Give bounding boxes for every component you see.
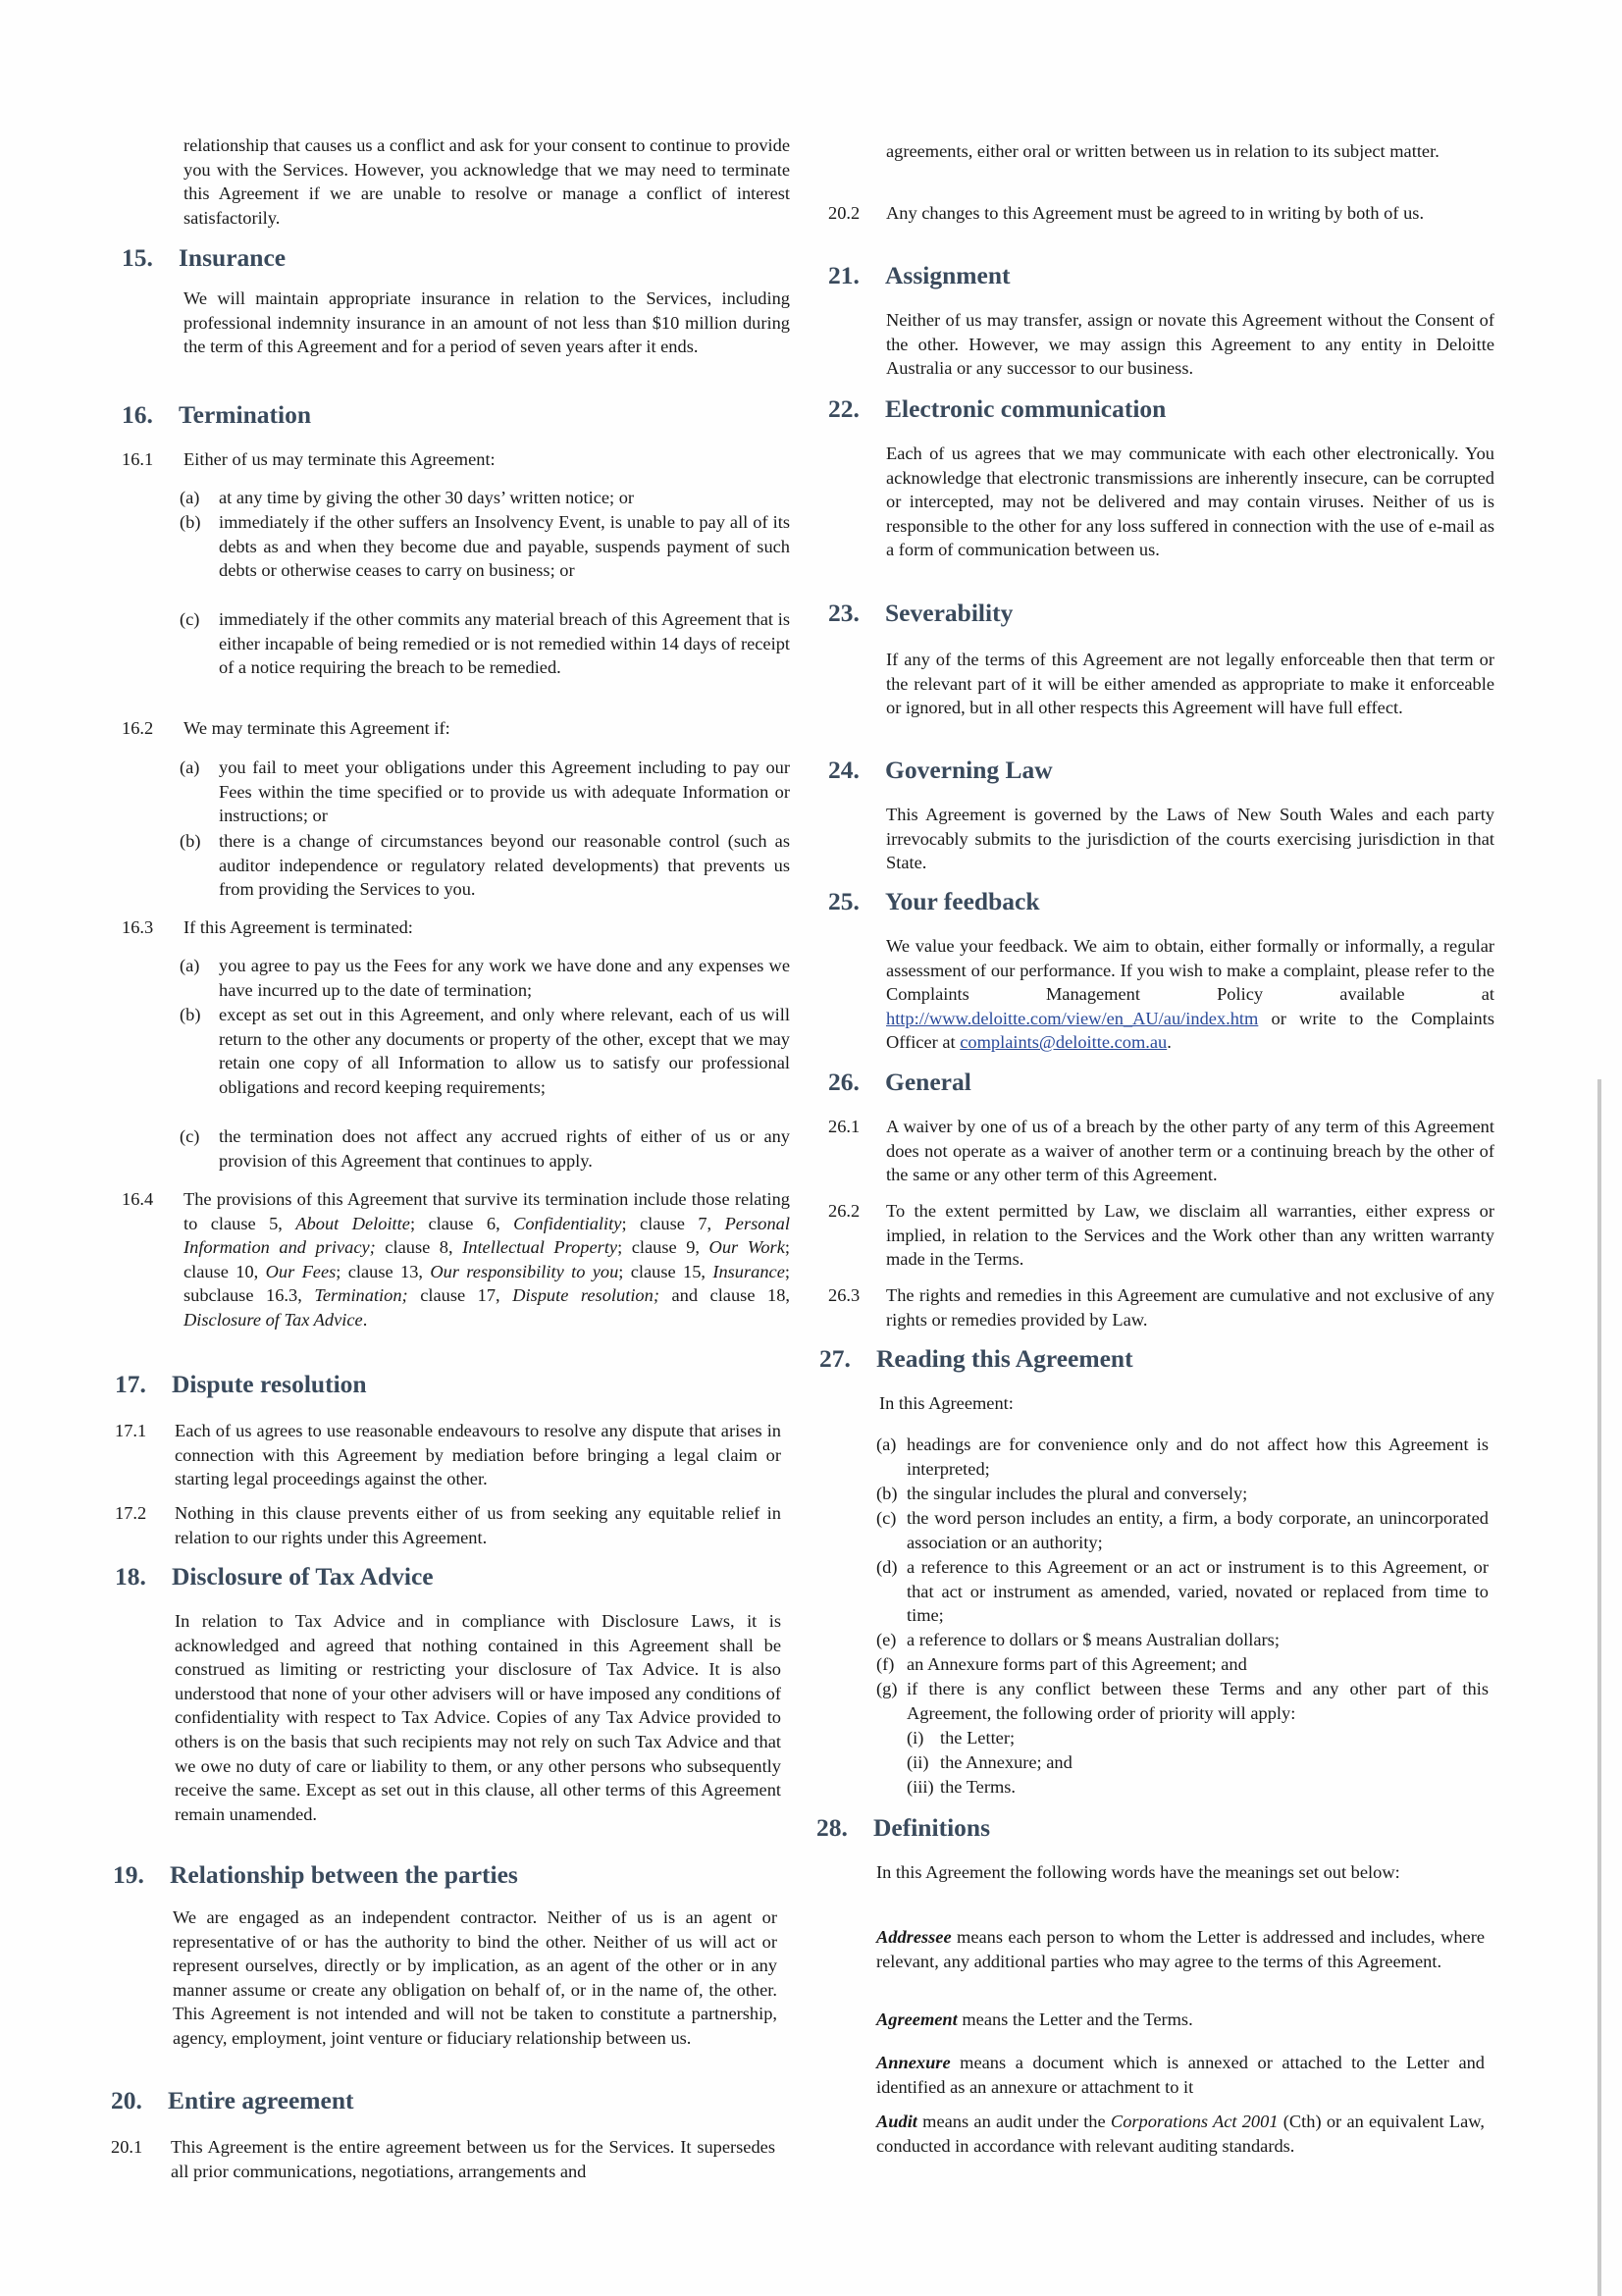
list-text: a reference to dollars or $ means Australian dollars; bbox=[907, 1630, 1280, 1649]
section-body-23: If any of the terms of this Agreement are not legally enforceable then that term or the relevant part of it will be either amended as appropriate to make it enforceable or ignored, but in all other respects this Agreement will have full effect. bbox=[886, 650, 1494, 718]
list-text: the Terms. bbox=[940, 1777, 1017, 1797]
list-text: the word person includes an entity, a firm, a body corporate, an unincorporated association or an authority; bbox=[907, 1508, 1489, 1552]
list-item bbox=[180, 510, 790, 606]
list-item bbox=[180, 954, 790, 1003]
section-number: 21. bbox=[828, 261, 860, 289]
list-label: (c) bbox=[180, 609, 200, 629]
list-text: at any time by giving the other 30 days’ written notice; or bbox=[219, 488, 635, 507]
list-label: (a) bbox=[180, 956, 200, 975]
list-item bbox=[180, 607, 790, 704]
list-label: (i) bbox=[907, 1728, 924, 1748]
definition-agreement: Agreement means the Letter and the Terms. bbox=[876, 2009, 1193, 2029]
section-title: Governing Law bbox=[885, 756, 1053, 784]
list-item bbox=[180, 486, 790, 509]
section-heading-19 bbox=[113, 1860, 518, 1890]
section-number: 16. bbox=[122, 400, 153, 429]
list-label: (e) bbox=[876, 1630, 897, 1649]
section-number: 17. bbox=[115, 1370, 146, 1398]
list-label: (ii) bbox=[907, 1752, 929, 1772]
definition-term: Annexure bbox=[876, 2053, 951, 2072]
clause-number: 26.2 bbox=[828, 1201, 861, 1221]
list-text: if there is any conflict between these Terms and any other part of this Agreement, the following order of priority will apply: bbox=[907, 1679, 1489, 1723]
clause-number: 26.1 bbox=[828, 1117, 861, 1136]
clause-number: 16.1 bbox=[122, 449, 154, 469]
clause-text-20-2: Any changes to this Agreement must be agreed to in writing by both of us. bbox=[886, 203, 1425, 223]
list-text: headings are for convenience only and do not affect how this Agreement is interpreted; bbox=[907, 1435, 1489, 1479]
list-item bbox=[180, 1003, 790, 1124]
list-label: (iii) bbox=[907, 1777, 934, 1797]
list-text: the Letter; bbox=[940, 1728, 1016, 1748]
list-label: (g) bbox=[876, 1679, 898, 1698]
list-text: the Annexure; and bbox=[940, 1752, 1073, 1772]
section-title: Severability bbox=[885, 599, 1014, 627]
section-heading-25 bbox=[828, 887, 1040, 916]
section-title: Dispute resolution bbox=[172, 1370, 367, 1398]
clause-number: 16.3 bbox=[122, 917, 154, 937]
list-item bbox=[876, 1555, 1489, 1628]
section-title: Electronic communication bbox=[885, 394, 1167, 423]
section-number: 19. bbox=[113, 1860, 144, 1889]
list-text: except as set out in this Agreement, and only where relevant, each of us will return to the other any documents or property of the other, except that we may retain one copy of all Information to allow us to satisfy our professional obligations and record keeping requirements; bbox=[219, 1005, 790, 1097]
list-text: you agree to pay us the Fees for any work we have done and any expenses we have incurred up to the date of termination; bbox=[219, 956, 790, 1000]
continued-paragraph: agreements, either oral or written between us in relation to its subject matter. bbox=[886, 141, 1439, 161]
section-number: 20. bbox=[111, 2086, 142, 2114]
clause-number: 16.2 bbox=[122, 718, 154, 738]
sub-list-item bbox=[907, 1775, 1299, 1799]
list-item bbox=[180, 1124, 790, 1174]
section-heading-24 bbox=[828, 756, 1053, 785]
clause-number: 26.3 bbox=[828, 1285, 861, 1305]
section-number: 22. bbox=[828, 394, 860, 423]
section-heading-18 bbox=[115, 1562, 434, 1592]
list-label: (b) bbox=[876, 1484, 898, 1503]
clause-text-16-4: The provisions of this Agreement that survive its termination include those relating to clause 5, About Deloitte; clause 6, Confidentiality; clause 7, Personal Information and privacy; clause 8, Intellectual Property; clause 9, Our Work; clause 10, Our Fees; clause 13, Our responsibility to you; clause 15, Insurance; subclause 16.3, Termination; clause 17, Dispute resolution; and clause 18, Disclosure of Tax Advice. bbox=[183, 1189, 790, 1330]
section-heading-27 bbox=[819, 1344, 1133, 1374]
clause-number: 20.2 bbox=[828, 203, 861, 223]
section-number: 27. bbox=[819, 1344, 851, 1373]
list-item bbox=[876, 1628, 1489, 1651]
list-text: immediately if the other commits any material breach of this Agreement that is either incapable of being remedied or is not remedied within 14 days of receipt of a notice requiring the breach to be remedied. bbox=[219, 609, 790, 678]
section-heading-21 bbox=[828, 261, 1011, 290]
complaints-email-link[interactable]: complaints@deloitte.com.au bbox=[960, 1032, 1168, 1053]
clause-text-20-1: This Agreement is the entire agreement between us for the Services. It supersedes all prior communications, negotiations, arrangements and bbox=[171, 2137, 775, 2181]
clause-text-16-1: Either of us may terminate this Agreement: bbox=[183, 449, 496, 469]
list-label: (c) bbox=[180, 1126, 200, 1146]
section-number: 24. bbox=[828, 756, 860, 784]
section-number: 18. bbox=[115, 1562, 146, 1591]
section-number: 26. bbox=[828, 1068, 860, 1096]
clause-text-26-3: The rights and remedies in this Agreement are cumulative and not exclusive of any rights or remedies provided by Law. bbox=[886, 1285, 1494, 1330]
list-item bbox=[876, 1677, 1489, 1726]
clause-text-17-2: Nothing in this clause prevents either of us from seeking any equitable relief in relation to our rights under this Agreement. bbox=[175, 1503, 781, 1547]
list-item bbox=[180, 829, 790, 902]
section-body-18: In relation to Tax Advice and in compliance with Disclosure Laws, it is acknowledged and agreed that nothing contained in this Agreement shall be construed as limiting or restricting your disclosure of Tax Advice. It is also understood that none of your other advisers will or have imposed any conditions of confidentiality with respect to Tax Advice. Copies of any Tax Advice provided to others is on the basis that such recipients may not rely on such Tax Advice and that we owe no duty of care or liability to them, or any other persons who subsequently receive the same. Except as set out in this clause, all other terms of this Agreement remain unamended. bbox=[175, 1611, 781, 1824]
section-number: 28. bbox=[816, 1813, 848, 1842]
list-label: (a) bbox=[180, 757, 200, 777]
section-body-19: We are engaged as an independent contractor. Neither of us is an agent or representative of or has the authority to bind the other. Neither of us will act or represent ourselves, directly or by implication, as an agent of the other or in any manner assume or create any obligation on behalf of, or in the name of, the other. This Agreement is not intended and will not be taken to constitute a partnership, agency, employment, joint venture or fiduciary relationship between us. bbox=[173, 1907, 777, 2048]
list-text: immediately if the other suffers an Insolvency Event, is unable to pay all of its debts as and when they become due and payable, suspends payment of such debts or otherwise ceases to carry on business; or bbox=[219, 512, 790, 581]
list-label: (c) bbox=[876, 1508, 897, 1528]
section-body-22: Each of us agrees that we may communicate with each other electronically. You acknowledge that electronic transmissions are inherently insecure, can be corrupted or intercepted, may not be delivered and may contain viruses. Neither of us is responsible to the other for any loss suffered in connection with the use of e-mail as a form of communication between us. bbox=[886, 444, 1494, 560]
list-item bbox=[876, 1506, 1489, 1555]
list-text: the singular includes the plural and conversely; bbox=[907, 1484, 1248, 1503]
section-lead-28: In this Agreement the following words have the meanings set out below: bbox=[876, 1862, 1400, 1882]
list-text: you fail to meet your obligations under this Agreement including to pay our Fees within the time specified or to provide us with adequate Information or instructions; or bbox=[219, 757, 790, 826]
section-number: 23. bbox=[828, 599, 860, 627]
section-title: Assignment bbox=[885, 261, 1011, 289]
list-label: (b) bbox=[180, 1005, 201, 1024]
clause-number: 17.1 bbox=[115, 1421, 147, 1440]
clause-number: 17.2 bbox=[115, 1503, 147, 1523]
list-item bbox=[876, 1652, 1489, 1676]
list-item bbox=[876, 1482, 1489, 1505]
sub-list-item bbox=[907, 1726, 1299, 1749]
sub-list-item bbox=[907, 1750, 1299, 1774]
clause-text-17-1: Each of us agrees to use reasonable endeavours to resolve any dispute that arises in connection with this Agreement by mediation before bringing a legal claim or starting legal proceedings against the other. bbox=[175, 1421, 781, 1489]
section-number: 25. bbox=[828, 887, 860, 915]
section-number: 15. bbox=[122, 243, 153, 272]
definition-audit: Audit means an audit under the Corporations Act 2001 (Cth) or an equivalent Law, conducted in accordance with relevant auditing standards. bbox=[876, 2112, 1485, 2156]
section-title: Termination bbox=[179, 400, 312, 429]
definition-term: Audit bbox=[876, 2112, 917, 2131]
list-item bbox=[876, 1433, 1489, 1482]
scan-edge-shadow bbox=[1597, 1079, 1601, 2296]
list-text: the termination does not affect any accrued rights of either of us or any provision of this Agreement that continues to apply. bbox=[219, 1126, 790, 1171]
list-text: there is a change of circumstances beyond our reasonable control (such as auditor independence or regulatory related developments) that prevents us from providing the Services to you. bbox=[219, 831, 790, 900]
section-heading-23 bbox=[828, 599, 1013, 628]
section-title: Insurance bbox=[179, 243, 287, 272]
section-title: General bbox=[885, 1068, 971, 1096]
section-heading-16 bbox=[122, 400, 311, 430]
clause-number: 20.1 bbox=[111, 2137, 143, 2157]
section-heading-22 bbox=[828, 394, 1166, 424]
continued-paragraph: relationship that causes us a conflict and ask for your consent to continue to provide you with the Services. However, you acknowledge that we may need to terminate this Agreement if we are unable to resolve or manage a conflict of interest satisfactorily. bbox=[183, 135, 790, 228]
clause-text-26-1: A waiver by one of us of a breach by the other party of any term of this Agreement does not operate as a waiver of another term or a continuing breach by the other of the same or any other term of this Agreement. bbox=[886, 1117, 1494, 1185]
clause-text-26-2: To the extent permitted by Law, we disclaim all warranties, either express or implied, in relation to the Services and the Work other than any written warranty made in the Terms. bbox=[886, 1201, 1494, 1270]
section-title: Entire agreement bbox=[168, 2086, 354, 2114]
section-heading-26 bbox=[828, 1068, 971, 1097]
clause-text-16-2: We may terminate this Agreement if: bbox=[183, 718, 450, 738]
section-title: Disclosure of Tax Advice bbox=[172, 1562, 434, 1591]
definition-annexure: Annexure means a document which is annexed or attached to the Letter and identified as an annexure or attachment to it bbox=[876, 2053, 1485, 2097]
list-item bbox=[180, 756, 790, 828]
section-title: Reading this Agreement bbox=[876, 1344, 1133, 1373]
clause-text-16-3: If this Agreement is terminated: bbox=[183, 917, 413, 937]
definition-addressee: Addressee means each person to whom the Letter is addressed and includes, where relevant, any additional parties who may agree to the terms of this Agreement. bbox=[876, 1927, 1485, 1971]
section-heading-17 bbox=[115, 1370, 367, 1399]
section-heading-20 bbox=[111, 2086, 354, 2115]
section-body-25: We value your feedback. We aim to obtain, either formally or informally, a regular assessment of our performance. If you wish to make a complaint, please refer to the Complaints Management Policy available at http://www.deloitte.com/view/en_AU/au/index.htm or write to the Complaints Officer at complaints@deloitte.com.au. bbox=[886, 936, 1494, 1053]
section-heading-15 bbox=[122, 243, 286, 273]
definition-term: Addressee bbox=[876, 1927, 952, 1947]
list-label: (a) bbox=[180, 488, 200, 507]
list-text: an Annexure forms part of this Agreement; and bbox=[907, 1654, 1247, 1674]
list-label: (a) bbox=[876, 1435, 897, 1454]
list-label: (b) bbox=[180, 831, 201, 851]
section-body-21: Neither of us may transfer, assign or novate this Agreement without the Consent of the other. However, we may assign this Agreement to any entity in Deloitte Australia or any successor to our business. bbox=[886, 310, 1494, 379]
list-label: (d) bbox=[876, 1557, 898, 1577]
section-body-24: This Agreement is governed by the Laws of New South Wales and each party irrevocably submits to the jurisdiction of the courts exercising jurisdiction in that State. bbox=[886, 805, 1494, 873]
section-title: Your feedback bbox=[885, 887, 1040, 915]
list-label: (f) bbox=[876, 1654, 895, 1674]
section-title: Definitions bbox=[873, 1813, 991, 1842]
list-text: a reference to this Agreement or an act or instrument is to this Agreement, or that act or instrument as amended, varied, novated or replaced from time to time; bbox=[907, 1557, 1489, 1626]
section-body-15: We will maintain appropriate insurance in relation to the Services, including professional indemnity insurance in an amount of not less than $10 million during the term of this Agreement and for a period of seven years after it ends. bbox=[183, 288, 790, 357]
list-label: (b) bbox=[180, 512, 201, 532]
section-lead-27: In this Agreement: bbox=[879, 1393, 1014, 1413]
definition-term: Agreement bbox=[876, 2009, 958, 2029]
section-heading-28 bbox=[816, 1813, 990, 1843]
section-title: Relationship between the parties bbox=[170, 1860, 518, 1889]
deloitte-website-link[interactable]: http://www.deloitte.com/view/en_AU/au/index.htm bbox=[886, 1008, 1259, 1028]
clause-number: 16.4 bbox=[122, 1189, 154, 1209]
